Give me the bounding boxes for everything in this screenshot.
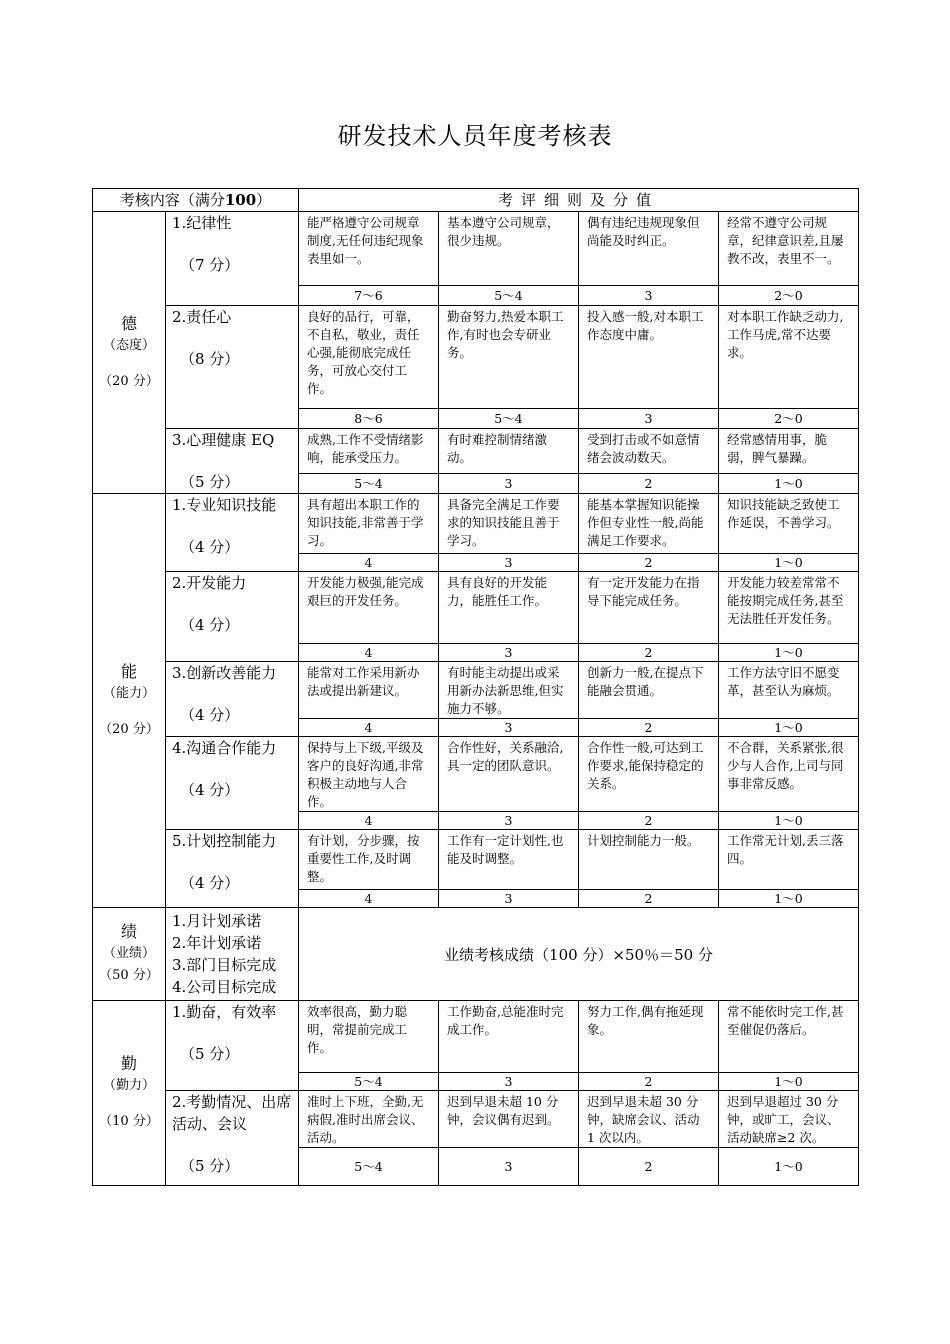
level-description: 迟到早退未超 30 分钟，缺席会议、活动 1 次以内。 — [579, 1091, 719, 1148]
level-score: 1～0 — [719, 554, 859, 572]
level-score: 2 — [579, 719, 719, 737]
level-description: 知识技能缺乏致使工作延误，不善学习。 — [719, 494, 859, 554]
criterion-cell — [166, 572, 299, 662]
level-description: 良好的品行，可靠，不自私，敬业，责任心强,能彻底完成任务，可放心交付工作。 — [299, 306, 439, 409]
level-score: 3 — [439, 890, 579, 908]
level-description: 能基本掌握知识能操作但专业性一般,尚能满足工作要求。 — [579, 494, 719, 554]
criterion-row — [93, 1001, 859, 1073]
level-score: 4 — [299, 719, 439, 737]
criterion-cell — [166, 212, 299, 306]
performance-item: 4.公司目标完成 — [172, 978, 277, 996]
level-score: 3 — [439, 554, 579, 572]
criterion-cell — [166, 830, 299, 908]
section-de — [93, 212, 859, 494]
level-score: 3 — [439, 1148, 579, 1186]
level-score: 7～6 — [299, 286, 439, 306]
criterion-points: （4 分） — [180, 538, 240, 556]
criterion-points: （5 分） — [180, 1045, 240, 1063]
level-score: 3 — [439, 812, 579, 830]
content-header: 考核内容（满分100） — [93, 189, 299, 212]
criterion-cell — [166, 1001, 299, 1091]
assessment-table — [92, 188, 859, 1186]
level-score: 2～0 — [719, 286, 859, 306]
level-description: 工作常无计划,丢三落四。 — [719, 830, 859, 890]
level-score: 3 — [579, 409, 719, 429]
level-description: 经常不遵守公司规章，纪律意识差,且屡教不改，表里不一。 — [719, 212, 859, 286]
criterion-label: 3.心理健康 EQ — [172, 431, 275, 449]
criterion-points: （4 分） — [180, 874, 240, 892]
level-description: 有一定开发能力在指导下能完成任务。 — [579, 572, 719, 644]
category-sub: （态度） — [102, 337, 155, 353]
header-row — [93, 189, 859, 212]
criterion-label: 5.计划控制能力 — [172, 832, 277, 850]
criterion-row — [93, 1091, 859, 1148]
criterion-cell — [166, 306, 299, 429]
level-description: 准时上下班，全勤,无病假,准时出席会议、活动。 — [299, 1091, 439, 1148]
level-description: 具备完全满足工作要求的知识技能且善于学习。 — [439, 494, 579, 554]
level-score: 1～0 — [719, 1148, 859, 1186]
criterion-cell — [166, 494, 299, 572]
category-cell — [93, 494, 166, 908]
level-description: 常不能依时完工作,甚至催促仍落后。 — [719, 1001, 859, 1073]
level-score: 1～0 — [719, 890, 859, 908]
level-description: 勤奋努力,热爱本职工作,有时也会专研业务。 — [439, 306, 579, 409]
criterion-points: （4 分） — [180, 616, 240, 634]
section-qin — [93, 1001, 859, 1186]
level-description: 创新力一般,在提点下能融会贯通。 — [579, 662, 719, 719]
category-name: 德 — [120, 313, 137, 333]
level-score: 5～4 — [439, 286, 579, 306]
criterion-label: 2.责任心 — [172, 308, 232, 326]
level-description: 有计划，分步骤，按重要性工作,及时调整。 — [299, 830, 439, 890]
level-score: 1～0 — [719, 719, 859, 737]
level-score: 5～4 — [299, 473, 439, 493]
level-description: 计划控制能力一般。 — [579, 830, 719, 890]
section-ji — [93, 908, 859, 1001]
page-title: 研发技术人员年度考核表 — [337, 122, 613, 150]
level-score: 2 — [579, 644, 719, 662]
criterion-label: 2.开发能力 — [172, 574, 247, 592]
level-score: 4 — [299, 554, 439, 572]
level-score: 4 — [299, 890, 439, 908]
category-points: （10 分） — [99, 1114, 159, 1129]
performance-item: 2.年计划承诺 — [172, 934, 262, 952]
category-cell — [93, 212, 166, 494]
level-score: 4 — [299, 812, 439, 830]
category-cell — [93, 1001, 166, 1186]
level-score: 2 — [579, 1073, 719, 1091]
criterion-cell — [166, 1091, 299, 1186]
level-description: 开发能力极强,能完成艰巨的开发任务。 — [299, 572, 439, 644]
level-score: 1～0 — [719, 473, 859, 493]
level-description: 开发能力较差常常不能按期完成任务,甚至无法胜任开发任务。 — [719, 572, 859, 644]
criterion-row — [93, 572, 859, 644]
level-description: 基本遵守公司规章，很少违规。 — [439, 212, 579, 286]
level-description: 努力工作,偶有拖延现象。 — [579, 1001, 719, 1073]
level-description: 偶有违纪违规现象但尚能及时纠正。 — [579, 212, 719, 286]
category-name: 能 — [120, 661, 137, 681]
category-name: 勤 — [120, 1054, 137, 1073]
level-description: 能严格遵守公司规章制度,无任何违纪现象表里如一。 — [299, 212, 439, 286]
level-description: 工作勤奋,总能准时完成工作。 — [439, 1001, 579, 1073]
category-name: 绩 — [120, 922, 137, 941]
category-sub: （能力） — [102, 685, 155, 701]
performance-item: 3.部门目标完成 — [172, 956, 277, 974]
level-description: 投入感一般,对本职工作态度中庸。 — [579, 306, 719, 409]
criterion-cell — [166, 662, 299, 737]
level-description: 经常感情用事，脆弱，脾气暴躁。 — [719, 429, 859, 474]
category-cell — [93, 908, 166, 1001]
level-score: 4 — [299, 644, 439, 662]
category-sub: （勤力） — [102, 1078, 155, 1093]
level-description: 合作性好，关系融洽,具一定的团队意识。 — [439, 737, 579, 812]
level-score: 3 — [439, 473, 579, 493]
criterion-cell — [166, 429, 299, 494]
criterion-label: 1.纪律性 — [172, 214, 232, 232]
criterion-row — [93, 306, 859, 409]
criterion-label: 4.沟通合作能力 — [172, 739, 277, 757]
criterion-cell — [166, 737, 299, 830]
level-description: 工作方法守旧不愿变革，甚至认为麻烦。 — [719, 662, 859, 719]
criterion-label: 1.勤奋，有效率 — [172, 1003, 277, 1021]
performance-item: 1.月计划承诺 — [172, 912, 262, 930]
level-score: 3 — [439, 719, 579, 737]
criterion-row — [93, 737, 859, 812]
level-description: 工作有一定计划性,也能及时调整。 — [439, 830, 579, 890]
level-description: 效率很高，勤力聪明，常提前完成工作。 — [299, 1001, 439, 1073]
level-score: 3 — [439, 1073, 579, 1091]
level-description: 有时能主动提出或采用新办法新思维,但实施力不够。 — [439, 662, 579, 719]
level-score: 2 — [579, 890, 719, 908]
level-description: 成熟,工作不受情绪影响，能承受压力。 — [299, 429, 439, 474]
level-description: 对本职工作缺乏动力,工作马虎,常不达要求。 — [719, 306, 859, 409]
level-description: 有时难控制情绪激动。 — [439, 429, 579, 474]
detail-header: 考评细则及分值 — [299, 189, 859, 212]
level-score: 5～4 — [439, 409, 579, 429]
criterion-row — [93, 662, 859, 719]
level-description: 迟到早退未超 10 分钟，会议偶有迟到。 — [439, 1091, 579, 1148]
level-score: 2 — [579, 812, 719, 830]
criterion-label: 1.专业知识技能 — [172, 496, 277, 514]
level-score: 3 — [579, 286, 719, 306]
level-description: 不合群，关系紧张,很少与人合作,上司与同事非常反感。 — [719, 737, 859, 812]
section-neng — [93, 494, 859, 908]
level-score: 1～0 — [719, 644, 859, 662]
level-description: 能常对工作采用新办法或提出新建议。 — [299, 662, 439, 719]
level-score: 8～6 — [299, 409, 439, 429]
category-points: （50 分） — [99, 968, 159, 983]
criterion-label: 2.考勤情况、出席活动、会议 — [172, 1093, 292, 1133]
performance-formula: 业绩考核成绩（100 分）×50％＝50 分 — [299, 908, 859, 1001]
level-description: 保持与上下级,平级及客户的良好沟通,非常积极主动地与人合作。 — [299, 737, 439, 812]
criterion-row — [93, 212, 859, 286]
criterion-points: （4 分） — [180, 706, 240, 724]
level-score: 1～0 — [719, 812, 859, 830]
level-description: 迟到早退超过 30 分钟，或旷工，会议、活动缺席≥2 次。 — [719, 1091, 859, 1148]
level-score: 5～4 — [299, 1073, 439, 1091]
level-score: 2 — [579, 1148, 719, 1186]
level-score: 2 — [579, 473, 719, 493]
category-points: （20 分） — [99, 373, 159, 389]
level-score: 2 — [579, 554, 719, 572]
category-sub: （业绩） — [102, 946, 155, 961]
level-score: 5～4 — [299, 1148, 439, 1186]
level-score: 1～0 — [719, 1073, 859, 1091]
level-description: 具有超出本职工作的知识技能,非常善于学习。 — [299, 494, 439, 554]
criterion-row — [93, 429, 859, 474]
criterion-points: （5 分） — [180, 1157, 240, 1175]
performance-items — [166, 908, 299, 1001]
criterion-row — [93, 830, 859, 890]
criterion-points: （7 分） — [180, 256, 240, 274]
criterion-points: （4 分） — [180, 781, 240, 799]
level-score: 3 — [439, 644, 579, 662]
level-description: 受到打击或不如意情绪会波动数天。 — [579, 429, 719, 474]
category-points: （20 分） — [99, 721, 159, 737]
level-description: 合作性一般,可达到工作要求,能保持稳定的关系。 — [579, 737, 719, 812]
criterion-points: （8 分） — [180, 350, 240, 368]
level-score: 2～0 — [719, 409, 859, 429]
criterion-points: （5 分） — [180, 473, 240, 491]
criterion-row — [93, 494, 859, 554]
criterion-label: 3.创新改善能力 — [172, 664, 277, 682]
level-description: 具有良好的开发能力，能胜任工作。 — [439, 572, 579, 644]
